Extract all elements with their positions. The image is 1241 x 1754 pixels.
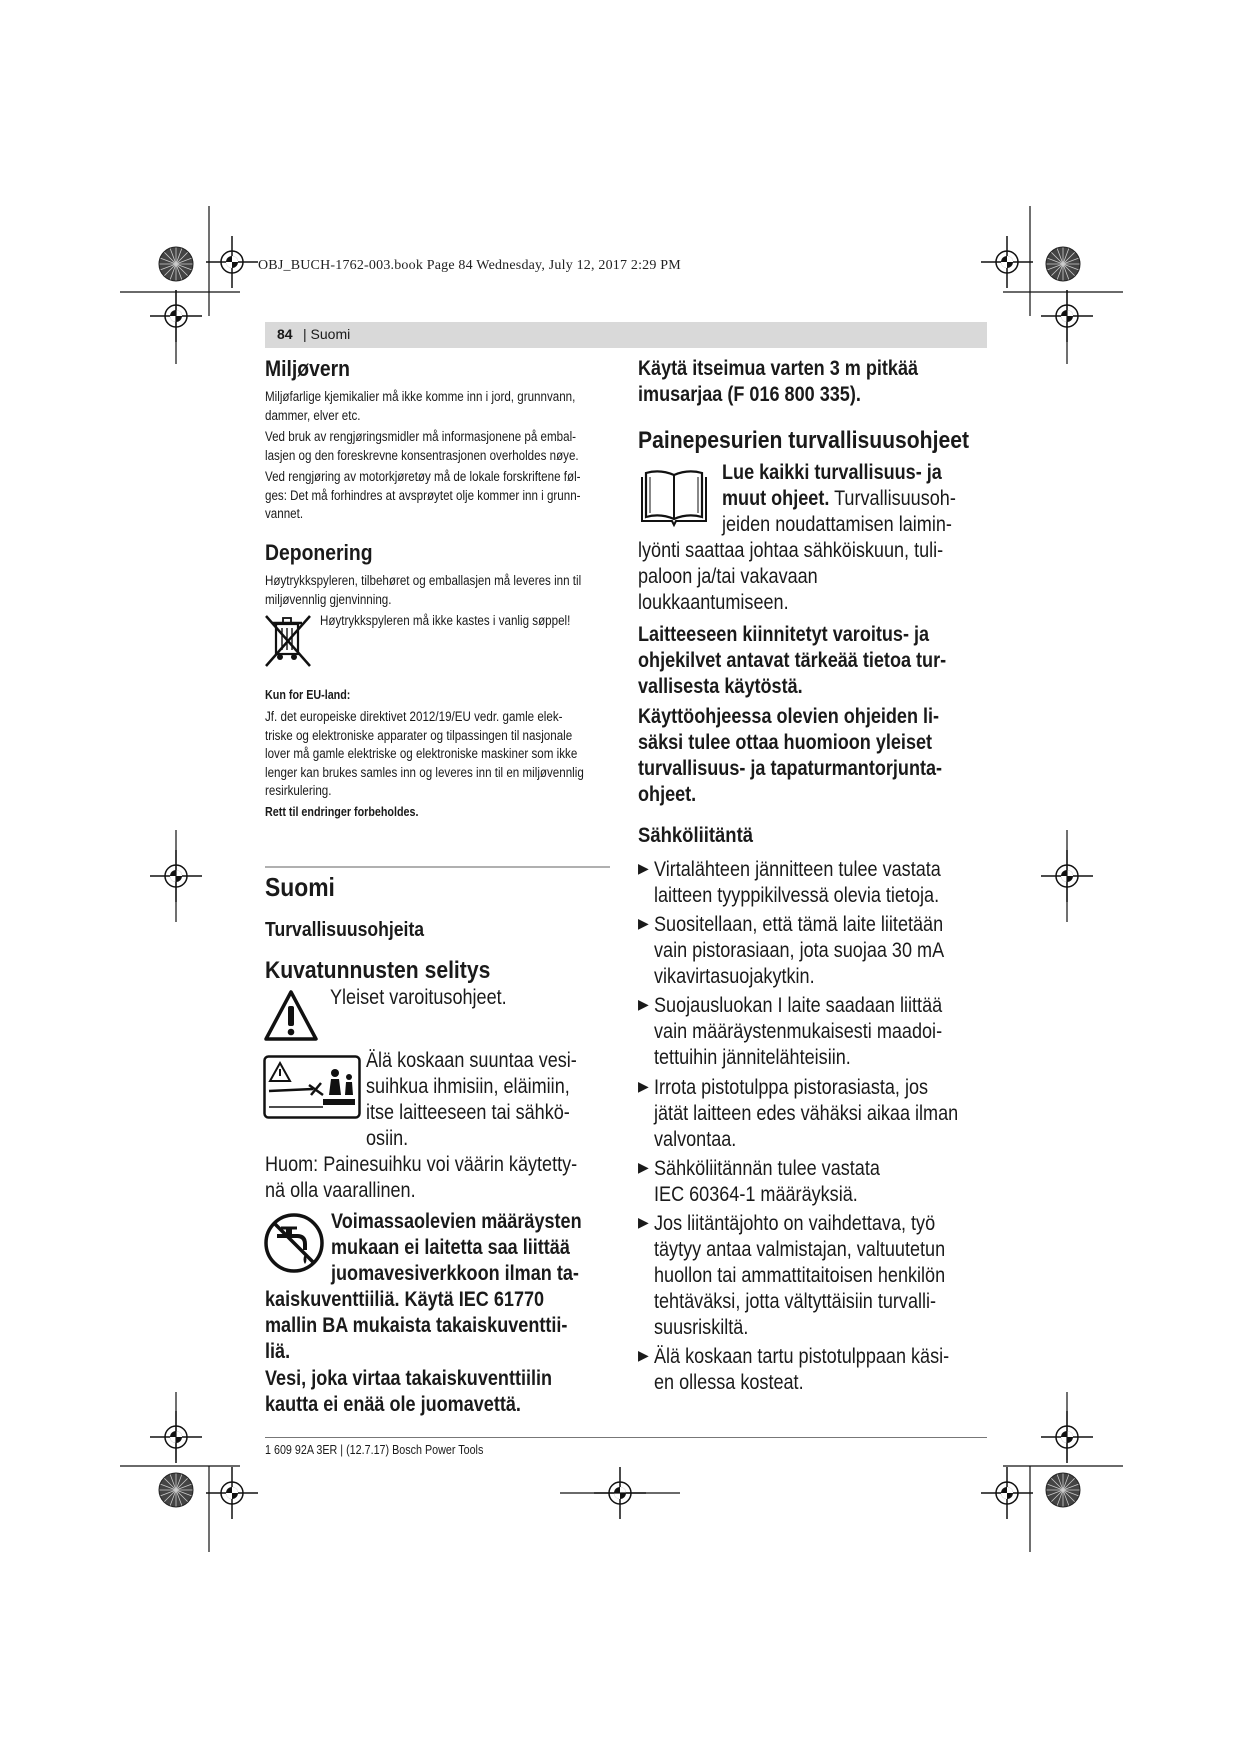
text-line: ges: Det må forhindres at avsprøytet olje kommer inn i grunn-	[265, 487, 581, 503]
read-manual-book-icon	[638, 463, 710, 529]
text-line: Høytrykkspyleren må ikke kastes i vanlig søppel!	[320, 613, 571, 628]
text-line: Suojausluokan I laite saadaan liittää	[654, 994, 943, 1017]
text-line: en ollessa kosteat.	[654, 1371, 804, 1394]
text-line: mallin BA mukaista takaiskuventtii-	[265, 1314, 568, 1337]
bullet-triangle-icon: ▶	[638, 1214, 649, 1230]
miljovern-p3	[265, 468, 611, 524]
language-label: Suomi	[310, 326, 351, 342]
subtitle-turvallisuusohjeita: Turvallisuusohjeita	[265, 919, 425, 941]
text-line: Älä koskaan suuntaa vesi-	[366, 1049, 577, 1072]
text-line: lenger kan brukes samles inn og leveres inn til en miljøvennlig	[265, 764, 584, 780]
vesi-bold	[265, 1366, 552, 1418]
text-line: nä olla vaarallinen.	[265, 1179, 416, 1202]
text-line: Älä koskaan tartu pistotulppaan käsi-	[654, 1345, 950, 1368]
bullet-triangle-icon: ▶	[638, 996, 649, 1012]
footer-rule	[265, 1437, 987, 1438]
text-line: Irrota pistotulppa pistorasiasta, jos	[654, 1076, 929, 1099]
section-title-kuvatunnusten: Kuvatunnusten selitys	[265, 957, 491, 984]
separator: |	[303, 326, 307, 342]
text-line: Jf. det europeiske direktivet 2012/19/EU vedr. gamle elek-	[265, 709, 563, 724]
water-warning-bold	[331, 1209, 582, 1287]
text-line: vain pistorasiaan, jota suojaa 30 mA	[654, 939, 945, 962]
text-line: lyönti saattaa johtaa sähköiskuun, tuli-	[638, 539, 944, 562]
crossed-bin-icon	[262, 612, 314, 670]
text-line: vikavirtasuojakytkin.	[654, 965, 815, 988]
text-line: Vesi, joka virtaa takaiskuventtiilin	[265, 1367, 553, 1390]
text-line: suihkua ihmisiin, eläimiin,	[366, 1075, 570, 1098]
no-drinking-water-icon	[263, 1212, 325, 1274]
registration-starburst-br	[1046, 1473, 1080, 1507]
deponering-p1	[265, 572, 611, 609]
rights-note: Rett til endringer forbeholdes.	[265, 805, 419, 819]
registration-crosshair-icon	[206, 236, 258, 288]
miljovern-p2	[265, 428, 611, 465]
text-line: kautta ei enää ole juomavettä.	[265, 1393, 521, 1416]
text-line: paloon ja/tai vakavaan	[638, 565, 818, 588]
lue-rest	[638, 538, 943, 616]
text-line: jeiden noudattamisen laimin-	[722, 513, 952, 536]
text-line: itse laitteeseen tai sähkö-	[366, 1101, 570, 1124]
bullet-triangle-icon: ▶	[638, 915, 649, 931]
text-line: jätät laitteen edes vähäksi aikaa ilman	[654, 1102, 959, 1125]
text-line: juomavesiverkkoon ilman ta-	[331, 1262, 579, 1285]
bullet-triangle-icon: ▶	[638, 1347, 649, 1363]
text-line: Høytrykkspyleren, tilbehøret og emballasjen må leveres inn til	[265, 573, 582, 588]
text-line: säksi tulee ottaa huomioon yleiset	[638, 731, 933, 754]
bullet-triangle-icon: ▶	[638, 1159, 649, 1175]
text-line: vannet.	[265, 506, 304, 521]
warning-text: Yleiset varoitusohjeet.	[330, 986, 507, 1009]
text-line: dammer, elver etc.	[265, 407, 361, 423]
section-title-miljovern: Miljøvern	[265, 356, 350, 381]
text-line: mukaan ei laitetta saa liittää	[331, 1236, 570, 1259]
text-line: miljøvennlig gjenvinning.	[265, 591, 392, 607]
text-line: Jos liitäntäjohto on vaihdettava, työ	[654, 1212, 936, 1235]
text-line: Ved rengjøring av motorkjøretøy må de lokale forskriftene føl-	[265, 469, 581, 484]
lue-rest-first: Turvallisuusoh-	[834, 487, 956, 510]
section-title-sahkoliitanta: Sähköliitäntä	[638, 824, 754, 847]
warning-triangle-icon	[263, 988, 319, 1044]
text-line: Laitteeseen kiinnitetyt varoitus- ja	[638, 623, 930, 646]
text-line: Voimassaolevien määräysten	[331, 1210, 582, 1233]
laitteeseen-bold	[638, 622, 946, 700]
text-line: Virtalähteen jännitteen tulee vastata	[654, 858, 941, 881]
text-line: vallisesta käytöstä.	[638, 675, 803, 698]
registration-starburst-bl	[159, 1473, 193, 1507]
text-line: resirkulering.	[265, 783, 332, 798]
text-line: osiin.	[366, 1127, 409, 1150]
text-line: liä.	[265, 1340, 291, 1363]
text-line: Sähköliitännän tulee vastata	[654, 1157, 880, 1180]
water-warning-bold-cont	[265, 1287, 567, 1365]
spray-text	[366, 1048, 577, 1152]
text-line: IEC 60364-1 määräyksiä.	[654, 1183, 858, 1206]
page-header-bar	[265, 322, 987, 348]
right-top-bold	[638, 356, 918, 408]
text-line: triske og elektroniske apparater og tilpassingen til nasjonale	[265, 727, 573, 743]
miljovern-p1	[265, 388, 611, 425]
bullet-triangle-icon: ▶	[638, 860, 649, 876]
bin-text	[320, 612, 630, 631]
text-line: turvallisuus- ja tapaturmantorjunta-	[638, 757, 943, 780]
text-line: täytyy antaa valmistajan, valtuutetun	[654, 1238, 946, 1261]
kaytto-bold	[638, 704, 942, 808]
section-title-painepesurien: Painepesurien turvallisuusohjeet	[638, 427, 969, 454]
text-line: suusriskiltä.	[654, 1316, 749, 1339]
section-title-deponering: Deponering	[265, 540, 373, 565]
eu-title: Kun for EU-land:	[265, 688, 351, 702]
text-line: Suositellaan, että tämä laite liitetään	[654, 913, 944, 936]
text-line: Käytä itseimua varten 3 m pitkää	[638, 357, 919, 380]
spray-warning-icon	[263, 1055, 361, 1119]
text-line: imusarjaa (F 016 800 335).	[638, 383, 861, 406]
text-line: lover må gamle elektriske og elektroniske maskiner som ikke	[265, 746, 578, 761]
text-line: laitteen tyyppikilvessä olevia tietoja.	[654, 884, 940, 907]
footer-text: 1 609 92A 3ER | (12.7.17) Bosch Power Tools	[265, 1443, 484, 1457]
section-divider	[265, 866, 610, 868]
text-line: kaiskuventtiiliä. Käytä IEC 61770	[265, 1288, 545, 1311]
registration-starburst-tl	[159, 247, 193, 281]
registration-crosshair-icon	[981, 236, 1033, 288]
section-title-suomi: Suomi	[265, 872, 335, 902]
text-line: loukkaantumiseen.	[638, 591, 789, 614]
text-line: huollon tai ammattitaitoisen henkilön	[654, 1264, 946, 1287]
text-line: lasjen og den foreskrevne konsentrasjonen overholdes nøye.	[265, 447, 579, 463]
page-number: 84	[277, 326, 293, 342]
text-line: tehtäväksi, jotta vältyttäisiin turvalli-	[654, 1290, 937, 1313]
eu-text	[265, 708, 611, 801]
text-line: Huom: Painesuihku voi väärin käytetty-	[265, 1153, 578, 1176]
registration-crosshair-icon	[206, 1467, 258, 1519]
text-line: Ved bruk av rengjøringsmidler må informasjonene på embal-	[265, 429, 577, 444]
text-line: vain määräystenmukaisesti maadoi-	[654, 1020, 943, 1043]
registration-crosshair-icon	[981, 1467, 1033, 1519]
text-line: Miljøfarlige kjemikalier må ikke komme inn i jord, grunnvann,	[265, 389, 576, 404]
bullet-triangle-icon: ▶	[638, 1078, 649, 1094]
print-header-line: OBJ_BUCH-1762-003.book Page 84 Wednesday, July 12, 2017 2:29 PM	[258, 258, 681, 273]
text-line: Käyttöohjeessa olevien ohjeiden li-	[638, 705, 940, 728]
lue-bold-end: muut ohjeet.	[722, 487, 830, 510]
page-language	[303, 326, 350, 342]
text-line: ohjekilvet antavat tärkeää tietoa tur-	[638, 649, 947, 672]
text-line: ohjeet.	[638, 783, 697, 806]
text-line: valvontaa.	[654, 1128, 737, 1151]
huom-text	[265, 1152, 577, 1204]
left-column	[265, 356, 667, 382]
registration-starburst-tr	[1046, 247, 1080, 281]
text-line: Lue kaikki turvallisuus- ja	[722, 461, 942, 484]
text-line: tettuihin jännitelähteisiin.	[654, 1046, 851, 1069]
lue-block	[722, 460, 956, 538]
